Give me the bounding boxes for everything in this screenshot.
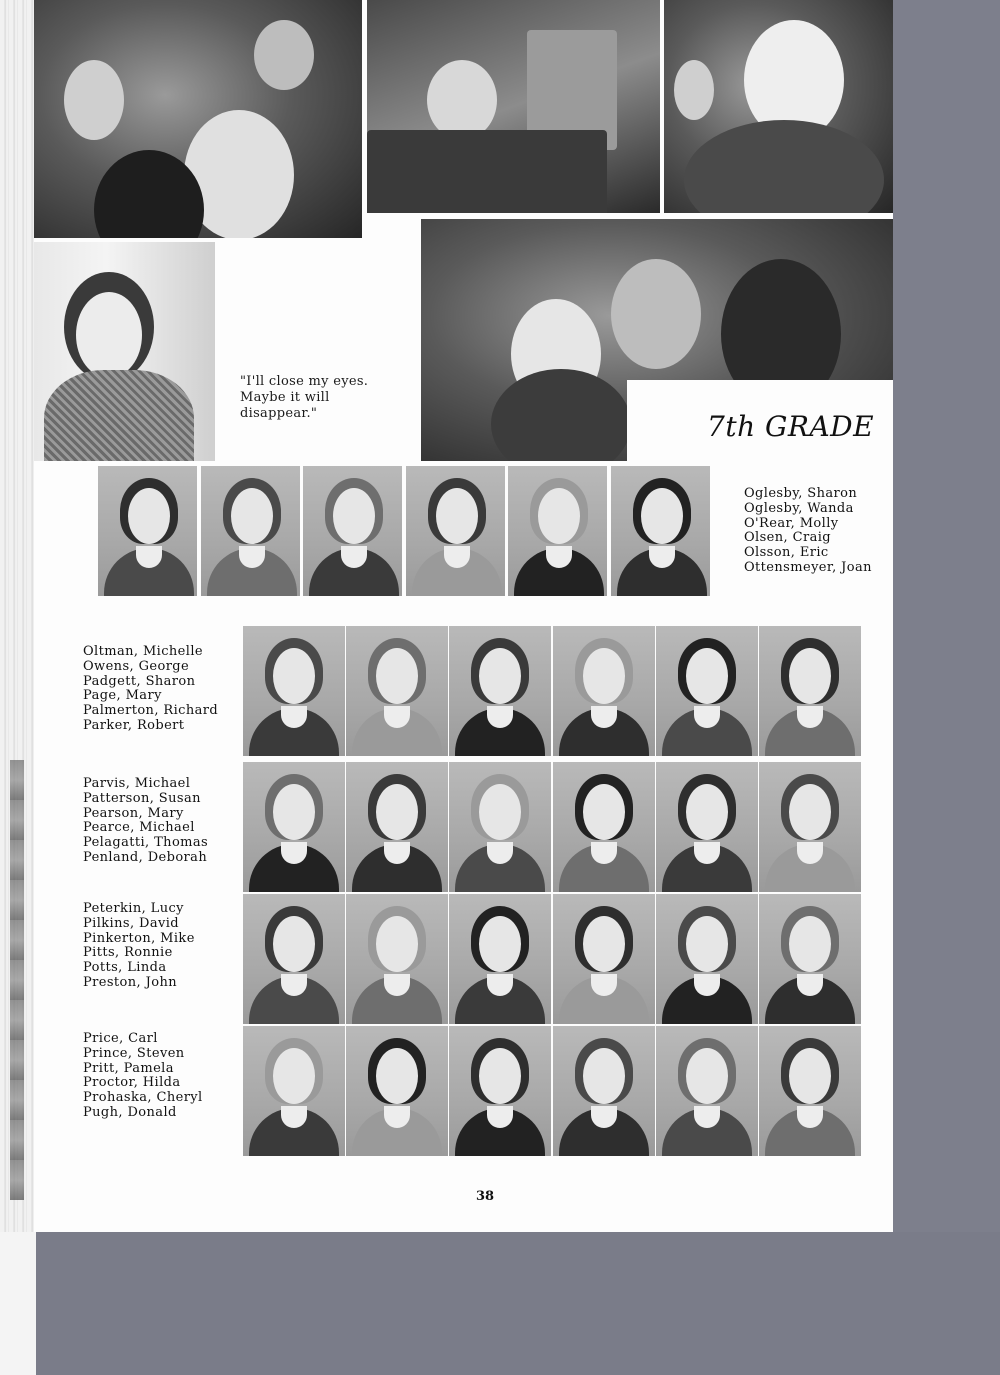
caption-line-3: disappear." bbox=[240, 406, 318, 421]
student-portrait bbox=[656, 626, 758, 756]
student-portrait bbox=[449, 1026, 551, 1156]
name-list-4 bbox=[83, 902, 195, 991]
student-portrait bbox=[449, 894, 551, 1024]
name-list-1 bbox=[744, 487, 872, 576]
student-name: Pelagatti, Thomas bbox=[83, 835, 209, 851]
student-portrait bbox=[243, 894, 345, 1024]
page-number: 38 bbox=[476, 1189, 495, 1204]
page-edges bbox=[0, 0, 34, 1232]
student-name: Pugh, Donald bbox=[83, 1104, 177, 1120]
name-list-5 bbox=[83, 1032, 203, 1121]
student-portrait bbox=[449, 626, 551, 756]
student-name: Page, Mary bbox=[83, 688, 162, 704]
student-name: Pearson, Mary bbox=[83, 805, 184, 821]
student-portrait bbox=[656, 762, 758, 892]
student-portrait bbox=[759, 894, 861, 1024]
student-portrait bbox=[508, 466, 607, 596]
student-name: Pritt, Pamela bbox=[83, 1060, 174, 1076]
student-name: Oglesby, Wanda bbox=[744, 500, 854, 516]
student-portrait bbox=[346, 762, 448, 892]
student-portrait bbox=[243, 626, 345, 756]
student-name: Olsson, Eric bbox=[744, 545, 829, 561]
student-name: Olsen, Craig bbox=[744, 530, 832, 546]
student-name: Pitts, Ronnie bbox=[83, 945, 173, 961]
student-name: Prohaska, Cheryl bbox=[83, 1090, 203, 1106]
student-name: Pearce, Michael bbox=[83, 820, 195, 836]
student-name: Padgett, Sharon bbox=[83, 673, 196, 689]
scanner-background bbox=[893, 0, 1000, 1375]
student-portrait bbox=[346, 1026, 448, 1156]
student-name: O'Rear, Molly bbox=[744, 515, 839, 531]
student-name: Oglesby, Sharon bbox=[744, 486, 858, 501]
student-name: Potts, Linda bbox=[83, 960, 167, 976]
student-portrait bbox=[656, 894, 758, 1024]
student-name: Pinkerton, Mike bbox=[83, 930, 195, 946]
student-portrait bbox=[406, 466, 505, 596]
student-portrait bbox=[656, 1026, 758, 1156]
student-portrait bbox=[243, 1026, 345, 1156]
student-name: Proctor, Hilda bbox=[83, 1075, 181, 1091]
student-portrait bbox=[201, 466, 300, 596]
student-name: Ottensmeyer, Joan bbox=[744, 559, 872, 575]
student-portrait bbox=[449, 762, 551, 892]
cafeteria-photo-3 bbox=[664, 0, 893, 213]
student-name: Parker, Robert bbox=[83, 717, 185, 733]
teacher-caption bbox=[240, 374, 368, 422]
student-name: Price, Carl bbox=[83, 1031, 158, 1046]
caption-line-2: Maybe it will bbox=[240, 390, 330, 405]
scanner-background-bottom bbox=[0, 1232, 1000, 1375]
student-portrait bbox=[611, 466, 710, 596]
cafeteria-photo-2 bbox=[367, 0, 660, 213]
student-name: Preston, John bbox=[83, 974, 177, 990]
student-name: Palmerton, Richard bbox=[83, 703, 219, 719]
page-title: 7th GRADE bbox=[707, 410, 875, 443]
student-portrait bbox=[759, 1026, 861, 1156]
scanner-lid-edge bbox=[0, 1232, 36, 1375]
student-portrait bbox=[553, 762, 655, 892]
student-portrait bbox=[346, 894, 448, 1024]
student-name: Peterkin, Lucy bbox=[83, 901, 184, 916]
student-name: Owens, George bbox=[83, 658, 190, 674]
student-name: Patterson, Susan bbox=[83, 790, 201, 806]
student-name: Oltman, Michelle bbox=[83, 644, 203, 659]
student-name: Penland, Deborah bbox=[83, 849, 208, 865]
student-name: Prince, Steven bbox=[83, 1045, 185, 1061]
student-portrait bbox=[759, 762, 861, 892]
student-portrait bbox=[98, 466, 197, 596]
caption-line-1: "I'll close my eyes. bbox=[240, 374, 369, 389]
student-name: Parvis, Michael bbox=[83, 776, 191, 791]
student-portrait bbox=[553, 1026, 655, 1156]
student-portrait bbox=[346, 626, 448, 756]
student-portrait bbox=[759, 626, 861, 756]
teacher-photo bbox=[34, 242, 215, 461]
student-portrait bbox=[243, 762, 345, 892]
student-portrait bbox=[553, 894, 655, 1024]
student-name: Pilkins, David bbox=[83, 915, 180, 931]
student-portrait bbox=[303, 466, 402, 596]
cafeteria-photo-1 bbox=[34, 0, 362, 238]
name-list-3 bbox=[83, 777, 208, 866]
student-portrait bbox=[553, 626, 655, 756]
name-list-2 bbox=[83, 645, 218, 734]
